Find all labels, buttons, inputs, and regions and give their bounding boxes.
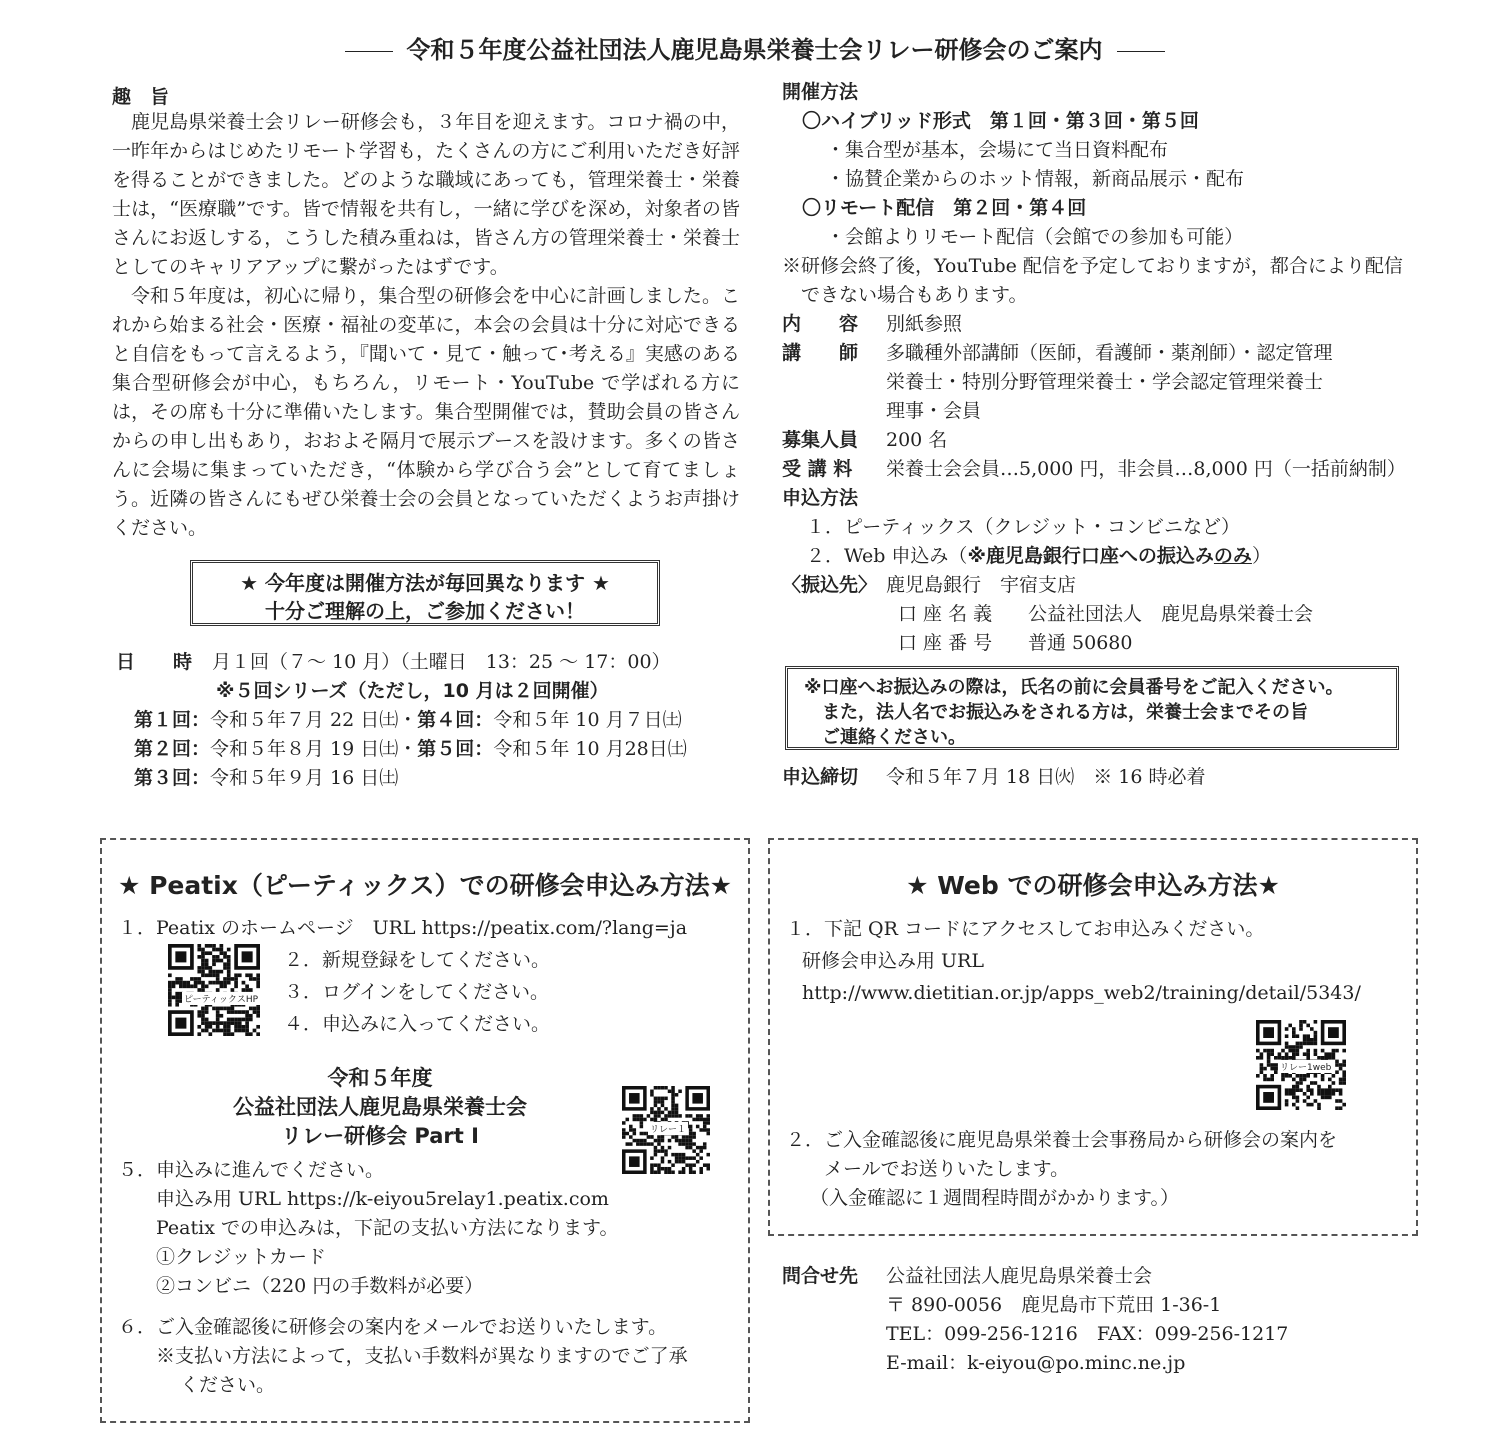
shushi-paragraph-1: 鹿児島県栄養士会リレー研修会も，３年目を迎えます。コロナ禍の中，一昨年からはじめたリモート学習も，たくさんの方にご利用いただき好評を得ることができました。どのような職域にあっても，管理栄養士・栄養士は，“医療職”です。皆で情報を共有し，一緒に学びを深め，対象者の皆さんにお返しする，こうした積み重ねは，皆さん方の管理栄養士・栄養士としてのキャリアアップに繋がったはずです。 bbox=[112, 111, 740, 278]
kaisai-heading: 開催方法 bbox=[782, 81, 859, 103]
notice2-line-1: ※口座へお振込みの際は，氏名の前に会員番号をご記入ください。 bbox=[804, 677, 1344, 698]
contact-address: 〒 890-0056 鹿児島市下荒田 1-36-1 bbox=[886, 1294, 1222, 1316]
kaisai-hybrid: 〇ハイブリッド形式 第１回・第３回・第５回 bbox=[802, 110, 1199, 132]
kaisai-hybrid-item-2: ・協賛企業からのホット情報，新商品展示・配布 bbox=[826, 168, 1245, 190]
web-step-1: １．下記 QR コードにアクセスしてお申込みください。 bbox=[786, 918, 1265, 940]
furikomi-name-label: 口 座 名 義 bbox=[898, 603, 993, 625]
boshu-value: 200 名 bbox=[886, 429, 948, 451]
peatix-qr-label: ピーティックスHP bbox=[182, 992, 260, 1005]
web-url-link[interactable]: http://www.dietitian.or.jp/apps_web2/training/detail/5343/ bbox=[802, 982, 1361, 1004]
web-step-2-line-3: （入金確認に１週間程時間がかかります。） bbox=[810, 1187, 1179, 1209]
furikomi-notice-box bbox=[785, 666, 1399, 750]
shimekiri-label: 申込締切 bbox=[782, 766, 859, 788]
shushi-body bbox=[112, 108, 740, 543]
peatix-step6-note-1: ※支払い方法によって，支払い手数料が異なりますのでご了承 bbox=[156, 1345, 688, 1367]
notice-box bbox=[190, 560, 660, 626]
jukoryo-label: 受 講 料 bbox=[782, 458, 853, 480]
relay1-qr-label: リレー１ bbox=[648, 1122, 688, 1135]
furikomi-label: 〈振込先〉 bbox=[782, 574, 878, 596]
peatix-step1: １．Peatix のホームページ URL https://peatix.com/?lang=ja bbox=[118, 917, 688, 939]
session-row-2: 第２回：令和５年８月 19 日㈯・第５回：令和５年 10 月28日㈯ bbox=[134, 738, 687, 760]
peatix-url-line: 申込み用 URL https://k-eiyou5relay1.peatix.com bbox=[156, 1188, 609, 1210]
furikomi-num-value: 普通 50680 bbox=[1028, 632, 1133, 654]
web-step2-block bbox=[786, 1126, 1411, 1213]
session-row-3: 第３回：令和５年９月 16 日㈯ bbox=[134, 767, 399, 789]
nichiji-section bbox=[116, 648, 756, 793]
web-step-2-line-1: ２．ご入金確認後に鹿児島県栄養士会事務局から研修会の案内を bbox=[786, 1129, 1338, 1151]
peatix-step6-note-2: ください。 bbox=[180, 1374, 276, 1396]
peatix-payment-conveni: ②コンビニ（220 円の手数料が必要） bbox=[156, 1275, 484, 1297]
contact-email[interactable]: E-mail：k-eiyou@po.minc.ne.jp bbox=[886, 1352, 1186, 1374]
peatix-hp-qr-code[interactable] bbox=[168, 944, 260, 1036]
web-heading: ★ Web での研修会申込み方法★ bbox=[906, 871, 1280, 900]
peatix-heading: ★ Peatix（ピーティックス）での研修会申込み方法★ bbox=[117, 871, 733, 900]
peatix-step-4: ４．申込みに入ってください。 bbox=[284, 1013, 551, 1035]
moshikomi-item-1: １．ピーティックス（クレジット・コンビニなど） bbox=[806, 516, 1241, 538]
right-column bbox=[782, 78, 1412, 658]
title-rule-left bbox=[345, 51, 393, 52]
furikomi-name-value: 公益社団法人 鹿児島県栄養士会 bbox=[1028, 603, 1314, 625]
moshikomi-item-2: ２．Web 申込み（※鹿児島銀行口座への振込みのみ） bbox=[806, 545, 1271, 567]
peatix-payment-line: Peatix での申込みは，下記の支払い方法になります。 bbox=[156, 1217, 619, 1239]
title-rule-right bbox=[1117, 51, 1165, 52]
web-qr-label: リレー1web bbox=[1278, 1060, 1333, 1073]
furikomi-num-label: 口 座 番 号 bbox=[898, 632, 993, 654]
nichiji-value: 月１回（７～ 10 月）（土曜日 13：25 ～ 17：00） bbox=[212, 651, 671, 673]
peatix-step-3: ３．ログインをしてください。 bbox=[284, 981, 550, 1003]
event-title: 令和５年度 公益社団法人鹿児島県栄養士会 リレー研修会 Part Ⅰ bbox=[233, 1066, 527, 1148]
notice-line-1: ★ 今年度は開催方法が毎回異なります ★ bbox=[240, 571, 610, 595]
koshi-line-3: 理事・会員 bbox=[886, 400, 982, 422]
peatix-step-6: ６．ご入金確認後に研修会の案内をメールでお送りいたします。 bbox=[118, 1316, 668, 1338]
session-row-1: 第１回：令和５年７月 22 日㈯・第４回：令和５年 10 月７日㈯ bbox=[134, 709, 682, 731]
naiyo-label: 内 容 bbox=[782, 313, 859, 335]
kaisai-hybrid-item-1: ・集合型が基本，会場にて当日資料配布 bbox=[826, 139, 1169, 161]
kaisai-note: ※研修会終了後，YouTube 配信を予定しておりますが，都合により配信できない場合もあります。 bbox=[782, 255, 1403, 306]
nichiji-label: 日 時 bbox=[116, 651, 193, 673]
peatix-step-5: ５．申込みに進んでください。 bbox=[118, 1159, 385, 1181]
koshi-line-2: 栄養士・特別分野管理栄養士・学会認定管理栄養士 bbox=[886, 371, 1324, 393]
peatix-step5-block bbox=[118, 1156, 738, 1400]
notice2-line-2: また，法人名でお振込みをされる方は，栄養士会までその旨 bbox=[822, 702, 1308, 723]
shimekiri-row bbox=[782, 762, 1206, 789]
shushi-paragraph-2: 令和５年度は，初心に帰り，集合型の研修会を中心に計画しました。これから始まる社会・医療・福祉の変革に，本会の会員は十分に対応できると自信をもって言えるよう，『聞いて・見て・触って･考える』実感のある集合型研修会が中心，もちろん，リモート・YouTube で学ばれる方には，その席も十分に準備いたします。集合型開催では，賛助会員の皆さんからの申し出もあり，おおよそ隔月で展示ブースを設けます。多くの皆さんに会場に集まっていただき，“体験から学び合う会”として育てましょう。近隣の皆さんにもぜひ栄養士会の会員となっていただくようお声掛けください。 bbox=[112, 285, 740, 539]
shushi-heading: 趣 旨 bbox=[112, 86, 170, 108]
koshi-label: 講 師 bbox=[782, 342, 859, 364]
web-url-label: 研修会申込み用 URL bbox=[802, 950, 984, 972]
kaisai-remote: 〇リモート配信 第２回・第４回 bbox=[802, 197, 1087, 219]
moshikomi-label: 申込方法 bbox=[782, 487, 859, 509]
contact-org: 公益社団法人鹿児島県栄養士会 bbox=[886, 1265, 1153, 1287]
kaisai-remote-item-1: ・会館よりリモート配信（会館での参加も可能） bbox=[826, 226, 1244, 248]
contact-tel-fax: TEL：099-256-1216 FAX：099-256-1217 bbox=[886, 1323, 1289, 1345]
furikomi-bank: 鹿児島銀行 宇宿支店 bbox=[886, 574, 1077, 596]
peatix-step-2: ２．新規登録をしてください。 bbox=[284, 949, 551, 971]
peatix-payment-credit: ①クレジットカード bbox=[156, 1246, 326, 1268]
web-step1-block bbox=[786, 913, 1406, 1009]
koshi-line-1: 多職種外部講師（医師，看護師・薬剤師）・認定管理 bbox=[886, 342, 1333, 364]
jukoryo-value: 栄養士会会員…5,000 円，非会員…8,000 円（一括前納制） bbox=[886, 458, 1406, 480]
web-step-2-line-2: メールでお送りいたします。 bbox=[824, 1158, 1070, 1180]
shimekiri-value: 令和５年７月 18 日㈫ ※ 16 時必着 bbox=[886, 766, 1206, 788]
contact-section bbox=[782, 1262, 1288, 1378]
page-title: 令和５年度公益社団法人鹿児島県栄養士会リレー研修会のご案内 bbox=[0, 30, 1509, 65]
peatix-steps bbox=[284, 944, 550, 1040]
contact-label: 問合せ先 bbox=[782, 1265, 859, 1287]
naiyo-value: 別紙参照 bbox=[886, 313, 963, 335]
notice-line-2: 十分ご理解の上，ご参加ください！ bbox=[265, 599, 585, 623]
notice2-line-3: ご連絡ください。 bbox=[822, 727, 966, 748]
nichiji-note: ※５回シリーズ（ただし，10 月は２回開催） bbox=[216, 680, 609, 702]
boshu-label: 募集人員 bbox=[782, 429, 859, 451]
